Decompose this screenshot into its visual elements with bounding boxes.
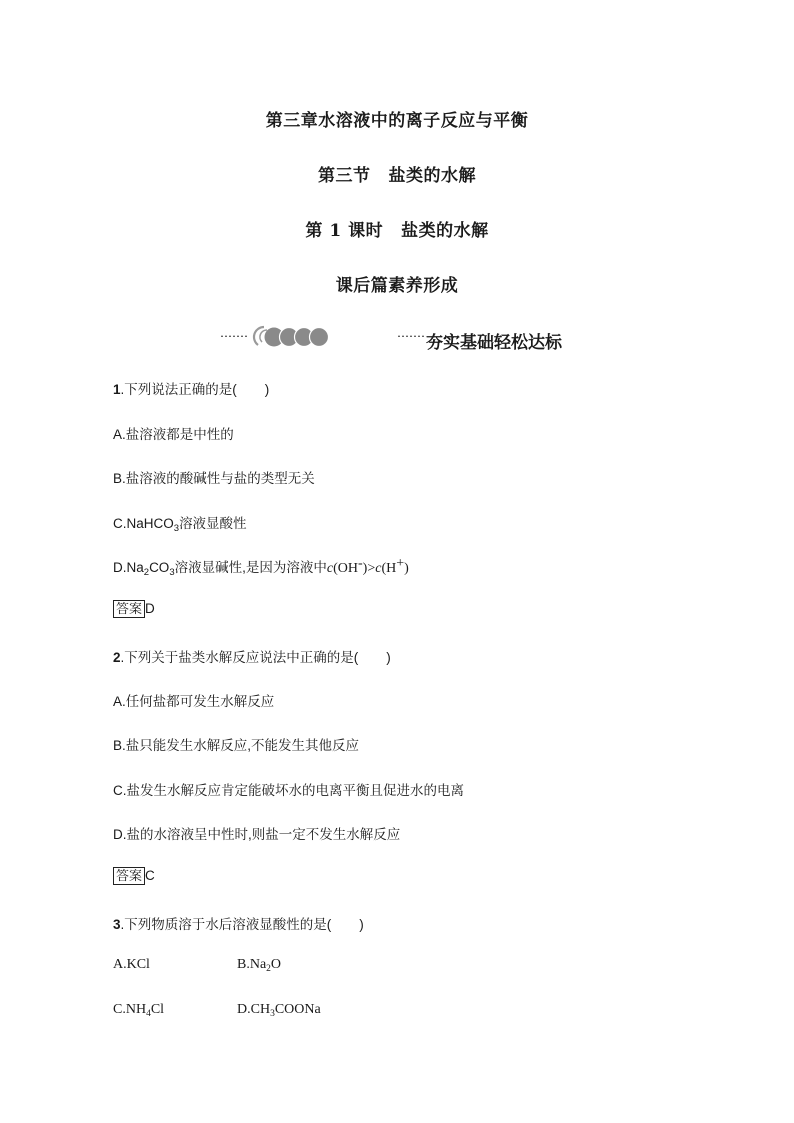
question-2-option-d: D.盐的水溶液呈中性时,则盐一定不发生水解反应 <box>113 827 401 842</box>
dotted-divider-right <box>397 335 425 337</box>
lesson-name: 盐类的水解 <box>401 221 489 241</box>
section-title-line <box>0 161 794 186</box>
question-3-option-d: $D.CH_3COONa$ <box>237 1002 321 1019</box>
question-3-stem: 3.下列物质溶于水后溶液显酸性的是( ) <box>113 917 364 932</box>
question-1-option-b: B.盐溶液的酸碱性与盐的类型无关 <box>113 471 315 486</box>
question-1-option-a: A.盐溶液都是中性的 <box>113 427 234 442</box>
dotted-divider-left <box>220 335 248 337</box>
circle-chain-icon <box>252 324 332 350</box>
banner-title: 夯实基础轻松达标 <box>426 333 562 353</box>
question-2-option-c: C.盐发生水解反应肯定能破坏水的电离平衡且促进水的电离 <box>113 783 464 798</box>
section-banner <box>0 322 794 352</box>
exercise-title: 课后篇素养形成 <box>335 276 459 296</box>
lesson-number: 第 1 课时 <box>305 221 384 241</box>
question-2-option-a: A.任何盐都可发生水解反应 <box>113 694 275 709</box>
question-3-option-c: $C.NH_4Cl$ <box>113 1002 165 1019</box>
answer-label: 答案 <box>113 600 145 618</box>
question-number: 1 <box>113 382 121 397</box>
question-2-answer <box>113 867 155 885</box>
question-1-option-c: C.NaHCO$_3$溶液显酸性 <box>113 516 247 534</box>
question-1-option-d: $D.Na_2CO_3$溶液显碱性,是因为溶液中c(OH-)>c(H+) <box>113 556 409 578</box>
answer-value: C <box>145 868 155 883</box>
question-3-option-a: A.KCl <box>113 957 150 972</box>
question-3-option-b: $B.Na_2O$ <box>237 957 282 974</box>
chapter-title: 第三章水溶液中的离子反应与平衡 <box>265 111 529 131</box>
question-3-options-row-1 <box>113 957 282 974</box>
answer-label: 答案 <box>113 867 145 885</box>
question-2-option-b: B.盐只能发生水解反应,不能发生其他反应 <box>113 738 360 753</box>
question-3-options-row-2 <box>113 1002 321 1019</box>
question-2-stem: 2.下列关于盐类水解反应说法中正确的是( ) <box>113 650 391 665</box>
question-1-answer <box>113 600 155 618</box>
answer-value: D <box>145 601 155 616</box>
question-number: 3 <box>113 917 121 932</box>
question-1-stem: 1.下列说法正确的是( ) <box>113 382 270 397</box>
question-number: 2 <box>113 650 121 665</box>
section-number: 第三节 <box>318 166 371 186</box>
lesson-title-line <box>0 216 794 241</box>
section-name: 盐类的水解 <box>388 166 476 186</box>
